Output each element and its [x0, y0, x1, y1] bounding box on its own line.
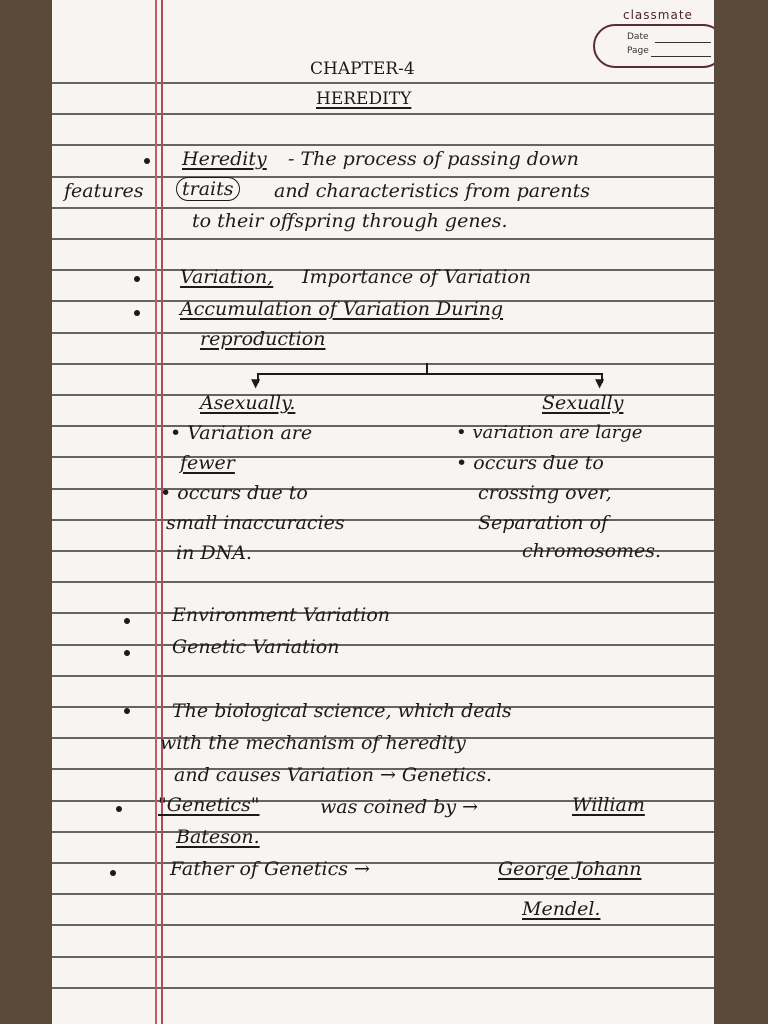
genetics-def-2: with the mechanism of heredity	[160, 732, 466, 754]
sexual-b2-a: occurs due to	[473, 452, 604, 474]
variation-importance: Importance of Variation	[302, 266, 532, 288]
brand-name: classmate	[623, 8, 693, 22]
ruled-line	[52, 456, 714, 458]
ruled-line	[52, 519, 714, 521]
ruled-line	[52, 956, 714, 958]
margin-line-left	[155, 0, 157, 1024]
traits-word: traits	[176, 177, 240, 201]
arrow-right-head: ▼	[595, 376, 605, 390]
bullet	[134, 276, 140, 282]
bullet	[144, 158, 150, 164]
sexual-bullet-2: • occurs due to	[456, 452, 604, 474]
father-of-genetics: Father of Genetics →	[170, 858, 370, 880]
ruled-line	[52, 82, 714, 84]
heredity-line-2: and characteristics from parents	[274, 180, 591, 202]
chapter-heading: CHAPTER-4	[310, 59, 415, 79]
bateson: Bateson.	[176, 826, 260, 848]
heredity-line-3: to their offspring through genes.	[192, 210, 508, 232]
bullet	[124, 650, 130, 656]
william: William	[572, 794, 645, 816]
sexual-bullet-1: • variation are large	[456, 422, 643, 443]
genetic-variation: Genetic Variation	[172, 636, 340, 658]
coined-by: was coined by →	[320, 796, 479, 818]
ruled-line	[52, 581, 714, 583]
asexual-heading: Asexually.	[200, 392, 296, 414]
sexual-b2-b: crossing over,	[478, 482, 612, 504]
page-title: HEREDITY	[316, 89, 412, 109]
asexual-b1-b: fewer	[180, 452, 235, 474]
ruled-line	[52, 363, 714, 365]
reproduction-word: reproduction	[200, 328, 326, 350]
genetics-def-1: The biological science, which deals	[172, 700, 512, 722]
ruled-line	[52, 675, 714, 677]
date-page-box	[593, 24, 714, 68]
bullet	[124, 618, 130, 624]
asexual-b2-a: occurs due to	[177, 482, 308, 504]
date-underline	[655, 42, 711, 43]
ruled-line	[52, 332, 714, 334]
heredity-term: Heredity	[182, 148, 267, 170]
date-label: Date	[627, 32, 649, 42]
margin-word-features: features	[64, 180, 144, 202]
bullet	[134, 310, 140, 316]
arrow-left-head: ▼	[251, 376, 261, 390]
asexual-b2-b: small inaccuracies	[166, 512, 345, 534]
genetics-term: "Genetics"	[158, 794, 260, 816]
variation-term: Variation,	[180, 266, 274, 288]
notebook-brand-box	[587, 4, 714, 74]
ruled-line	[52, 644, 714, 646]
ruled-line	[52, 893, 714, 895]
page-underline	[651, 56, 711, 57]
heredity-line-1: - The process of passing down	[288, 148, 579, 170]
page-label: Page	[627, 46, 649, 56]
mendel: Mendel.	[522, 898, 601, 920]
split-stem	[426, 363, 428, 374]
traits-circled	[176, 178, 240, 200]
ruled-line	[52, 831, 714, 833]
ruled-line	[52, 924, 714, 926]
george-johann: George Johann	[498, 858, 642, 880]
ruled-line	[52, 113, 714, 115]
asexual-b1-a: Variation are	[187, 422, 313, 444]
split-bar	[257, 373, 603, 375]
asexual-bullet-1: • Variation are	[170, 422, 313, 444]
sexual-heading: Sexually	[542, 392, 624, 414]
genetics-def-3: and causes Variation → Genetics.	[174, 764, 492, 786]
asexual-bullet-2: • occurs due to	[160, 482, 308, 504]
margin-line-right	[161, 0, 163, 1024]
bullet	[116, 806, 122, 812]
sexual-b1: variation are large	[472, 422, 643, 443]
notebook-page	[52, 0, 714, 1024]
asexual-b2-c: in DNA.	[176, 542, 252, 564]
environment-variation: Environment Variation	[172, 604, 391, 626]
ruled-line	[52, 144, 714, 146]
ruled-line	[52, 207, 714, 209]
sexual-b2-d: chromosomes.	[522, 540, 662, 562]
sexual-b2-c: Separation of	[478, 512, 609, 534]
ruled-line	[52, 987, 714, 989]
accumulation-line: Accumulation of Variation During	[180, 298, 504, 320]
ruled-line	[52, 488, 714, 490]
ruled-line	[52, 238, 714, 240]
bullet	[124, 708, 130, 714]
bullet	[110, 870, 116, 876]
ruled-line	[52, 176, 714, 178]
